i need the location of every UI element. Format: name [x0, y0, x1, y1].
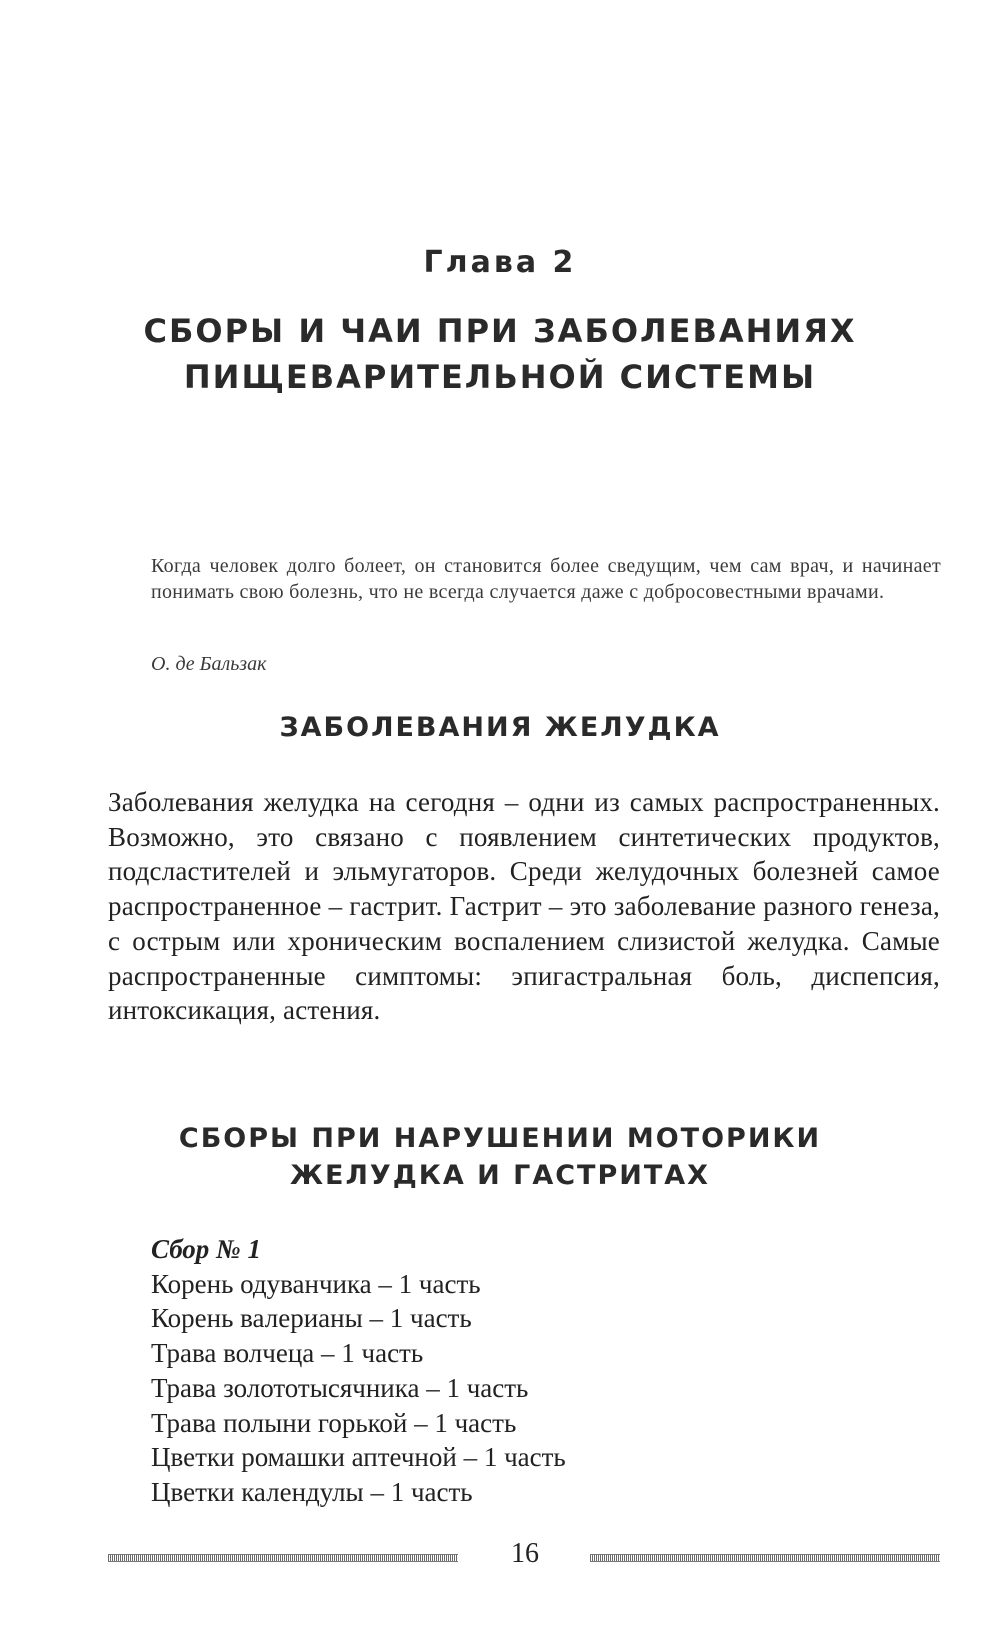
recipe-block	[151, 1232, 566, 1510]
recipe-item: Трава волчеца – 1 часть	[151, 1338, 424, 1369]
recipe-item: Цветки календулы – 1 часть	[151, 1476, 473, 1507]
subsection-title-line-1: СБОРЫ ПРИ НАРУШЕНИИ МОТОРИКИ	[178, 1123, 822, 1154]
epigraph-author: О. де Бальзак	[151, 653, 267, 675]
chapter-title	[100, 308, 900, 400]
footer-rule-right	[590, 1554, 940, 1562]
chapter-title-line-1: СБОРЫ И ЧАИ ПРИ ЗАБОЛЕВАНИЯХ	[143, 312, 857, 350]
subsection-title-line-2: ЖЕЛУДКА И ГАСТРИТАХ	[290, 1160, 710, 1191]
section-title: ЗАБОЛЕВАНИЯ ЖЕЛУДКА	[279, 712, 721, 743]
footer-rule-left	[108, 1554, 458, 1562]
recipe-item: Трава золототысячника – 1 часть	[151, 1372, 529, 1403]
recipe-item: Цветки ромашки аптечной – 1 часть	[151, 1442, 566, 1473]
recipe-item: Трава полыни горькой – 1 часть	[151, 1407, 517, 1438]
recipe-item: Корень одуванчика – 1 часть	[151, 1268, 481, 1299]
epigraph-text: Когда человек долго болеет, он становится более сведущим, чем сам врач, и начинает понимать свою болезнь, что не всегда случается даже с добросовестными врачами.	[151, 555, 941, 603]
recipe-item: Корень валерианы – 1 часть	[151, 1303, 472, 1334]
subsection-title	[0, 1120, 1000, 1194]
chapter-label: Глава 2	[423, 245, 577, 280]
section-paragraph: Заболевания желудка на сегодня – одни из самых распространенных. Возможно, это связано с появлением синтетических продуктов, подсластителей и эльмугаторов. Среди желудочных болезней самое распространенное – гастрит. Гастрит – это заболевание разного генеза, с острым или хроническим воспалением слизистой желудка. Самые распространенные симптомы: эпигастральная боль, диспепсия, интоксикация, астения.	[108, 787, 940, 1026]
chapter-title-line-2: ПИЩЕВАРИТЕЛЬНОЙ СИСТЕМЫ	[183, 358, 817, 396]
page-number: 16	[511, 1538, 539, 1569]
recipe-title: Сбор № 1	[151, 1234, 262, 1264]
